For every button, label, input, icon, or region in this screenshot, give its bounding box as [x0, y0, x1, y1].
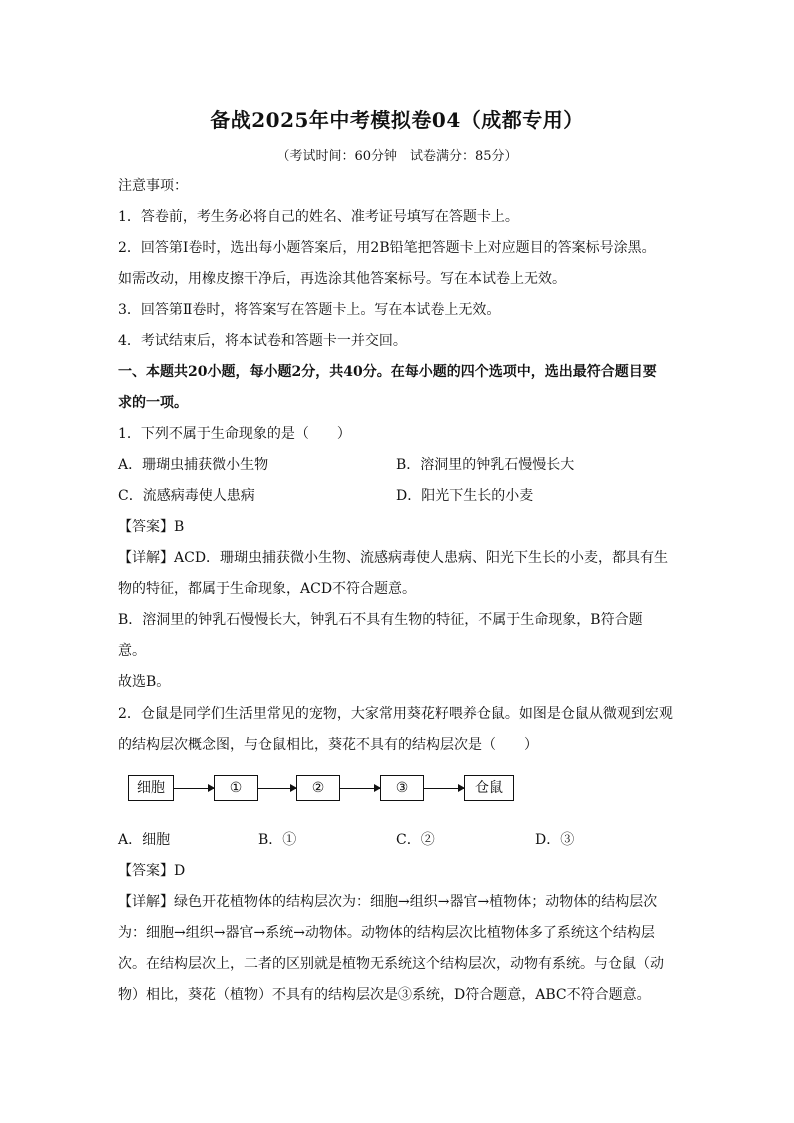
answer: 【答案】D: [118, 863, 186, 879]
question-stem-cont: 的结构层次概念图，与仓鼠相比，葵花不具有的结构层次是（ ）: [118, 737, 538, 753]
section-heading-cont: 求的一项。: [118, 395, 188, 411]
question-stem: 2．仓鼠是同学们生活里常见的宠物，大家常用葵花籽喂养仓鼠。如图是仓鼠从微观到宏观: [118, 706, 673, 722]
diagram-box-1: ①: [214, 775, 258, 801]
explanation-line: 【详解】ACD．珊瑚虫捕获微小生物、流感病毒使人患病、阳光下生长的小麦，都具有生: [118, 550, 669, 566]
diagram-box-3: ③: [380, 775, 424, 801]
diagram-box-2: ②: [296, 775, 340, 801]
notice-heading: 注意事项：: [118, 178, 188, 194]
notice-item: 4．考试结束后，将本试卷和答题卡一并交回。: [118, 333, 407, 349]
explanation-line: 为：细胞→组织→器官→系统→动物体。动物体的结构层次比植物体多了系统这个结构层: [118, 925, 655, 941]
arrow-right-icon: [174, 788, 214, 789]
explanation-line: 意。: [118, 643, 146, 659]
option-a: A．珊瑚虫捕获微小生物: [118, 457, 269, 473]
explanation-line: 故选B。: [118, 674, 171, 690]
section-heading: 一、本题共20小题，每小题2分，共40分。在每小题的四个选项中，选出最符合题目要: [118, 364, 657, 380]
arrow-right-icon: [424, 788, 464, 789]
explanation-line: 物的特征，都属于生命现象，ACD不符合题意。: [118, 581, 417, 597]
explanation-line: 【详解】绿色开花植物体的结构层次为：细胞→组织→器官→植物体；动物体的结构层次: [118, 894, 658, 910]
diagram-box-cell: 细胞: [128, 775, 174, 801]
explanation-line: 次。在结构层次上，二者的区别就是植物无系统这个结构层次，动物有系统。与仓鼠（动: [118, 956, 664, 972]
option-b: B．溶洞里的钟乳石慢慢长大: [396, 457, 575, 473]
explanation-line: 物）相比，葵花（植物）不具有的结构层次是③系统，D符合题意，ABC不符合题意。: [118, 987, 651, 1003]
option-c: C．②: [396, 832, 435, 848]
explanation-line: B．溶洞里的钟乳石慢慢长大，钟乳石不具有生物的特征，不属于生命现象，B符合题: [118, 612, 643, 628]
diagram-box-hamster: 仓鼠: [464, 775, 514, 801]
notice-item: 2．回答第Ⅰ卷时，选出每小题答案后，用2B铅笔把答题卡上对应题目的答案标号涂黑。: [118, 240, 656, 256]
question-stem: 1．下列不属于生命现象的是（ ）: [118, 426, 351, 442]
option-b: B．①: [258, 832, 297, 848]
option-d: D．阳光下生长的小麦: [396, 488, 534, 504]
notice-item: 3．回答第Ⅱ卷时，将答案写在答题卡上。写在本试卷上无效。: [118, 302, 501, 318]
page-title: 备战2025年中考模拟卷04（成都专用）: [210, 108, 584, 132]
notice-item: 如需改动，用橡皮擦干净后，再选涂其他答案标号。写在本试卷上无效。: [118, 271, 566, 287]
option-d: D．③: [535, 832, 575, 848]
answer: 【答案】B: [118, 519, 185, 535]
arrow-right-icon: [340, 788, 380, 789]
option-c: C．流感病毒使人患病: [118, 488, 255, 504]
structure-level-diagram: [128, 775, 528, 805]
exam-info: （考试时间：60分钟 试卷满分：85分）: [276, 149, 518, 164]
option-a: A．细胞: [118, 832, 171, 848]
notice-item: 1．答卷前，考生务必将自己的姓名、准考证号填写在答题卡上。: [118, 209, 519, 225]
arrow-right-icon: [258, 788, 296, 789]
